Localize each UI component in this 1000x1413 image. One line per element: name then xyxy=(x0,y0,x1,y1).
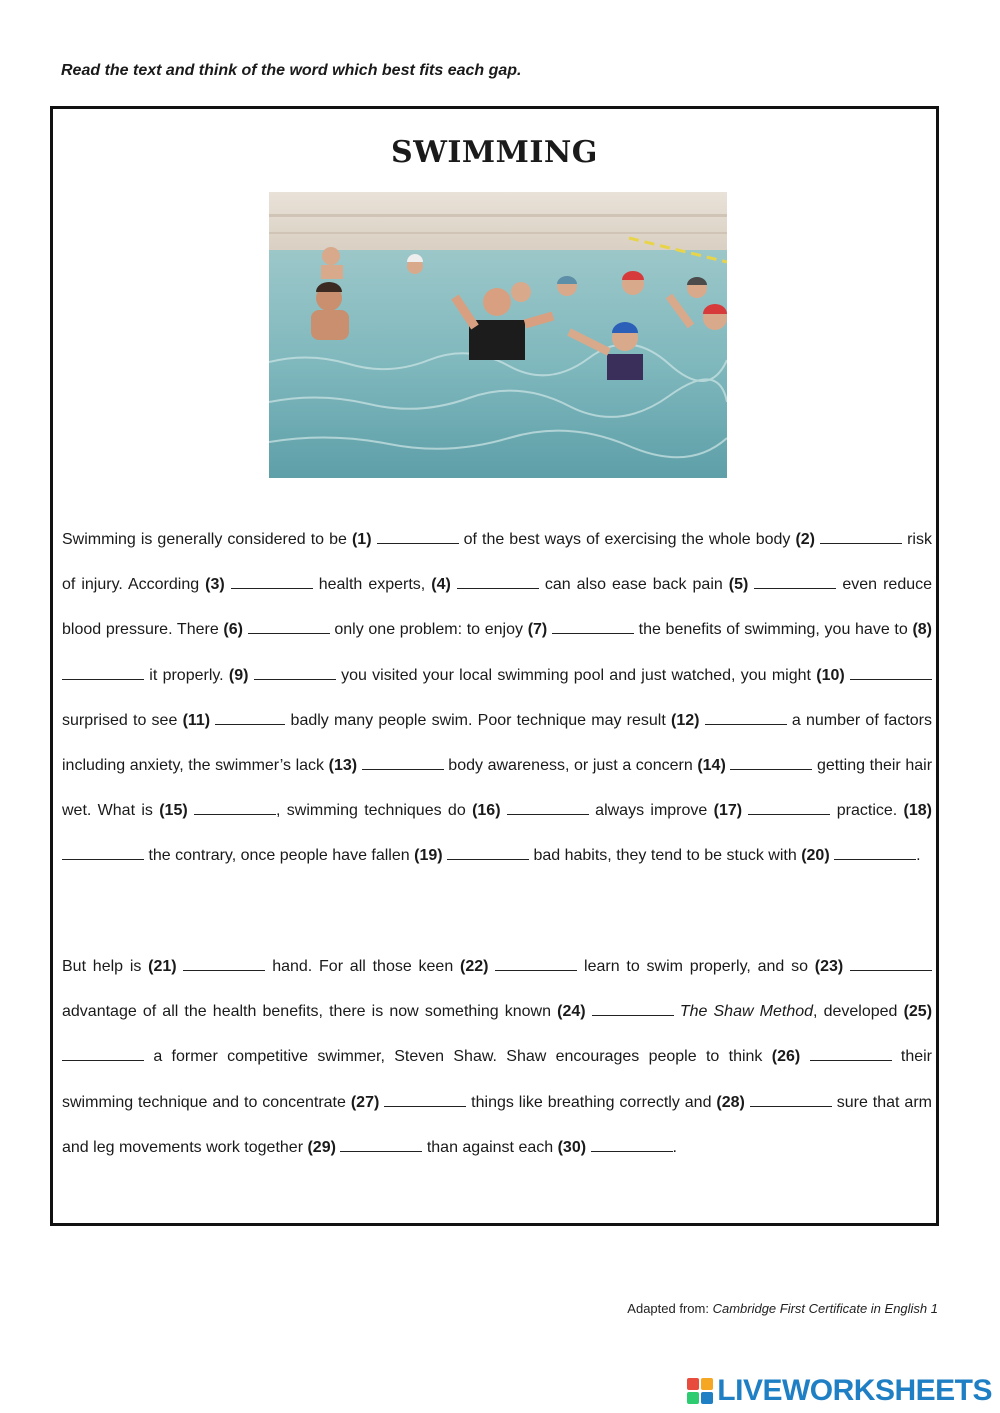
text-run: , developed xyxy=(813,1003,904,1021)
gap-blank-input[interactable] xyxy=(834,845,916,860)
text-run: hand. For all those keen xyxy=(265,958,461,975)
gap-number: (13) xyxy=(328,757,358,775)
gap-blank-input[interactable] xyxy=(340,1137,422,1152)
gap-blank-input[interactable] xyxy=(457,574,539,589)
gap-blank-input[interactable] xyxy=(254,665,336,680)
gap-blank-input[interactable] xyxy=(447,845,529,860)
gap-blank-input[interactable] xyxy=(362,755,444,770)
text-run: body awareness, or just a concern xyxy=(443,757,698,775)
gap-number: (23) xyxy=(814,958,844,975)
gap-number: (19) xyxy=(414,847,443,865)
gap-blank-input[interactable] xyxy=(377,529,459,544)
gap-blank-input[interactable] xyxy=(248,619,330,634)
gap-blank-input[interactable] xyxy=(62,845,144,860)
gap-blank-input[interactable] xyxy=(507,800,589,815)
gap-blank-input[interactable] xyxy=(194,800,276,815)
text-run: it properly. xyxy=(144,666,229,684)
gap-blank-input[interactable] xyxy=(231,574,313,589)
text-run: , swimming techniques do xyxy=(276,802,473,820)
text-run: the contrary, once people have fallen xyxy=(144,847,415,865)
gap-blank-input[interactable] xyxy=(591,1137,673,1152)
gap-number: (28) xyxy=(716,1093,745,1111)
gap-blank-input[interactable] xyxy=(495,956,577,971)
gap-number: (6) xyxy=(223,621,243,639)
gap-number: (10) xyxy=(816,666,845,684)
gap-number: (17) xyxy=(713,802,743,820)
gap-number: (24) xyxy=(557,1003,586,1021)
text-run: things like breathing correctly and xyxy=(466,1093,717,1111)
italic-title: The Shaw Method xyxy=(679,1003,814,1021)
text-run: a number of factors including anxiety, the swimmer’s lack xyxy=(62,711,932,775)
liveworksheets-logo-icon xyxy=(687,1378,713,1404)
brand-name: LIVEWORKSHEETS xyxy=(717,1374,992,1407)
text-run: than against each xyxy=(422,1138,558,1156)
gap-number: (20) xyxy=(801,847,830,865)
gap-number: (30) xyxy=(557,1138,587,1156)
gap-number: (16) xyxy=(472,802,501,820)
gap-number: (22) xyxy=(460,958,489,975)
gap-blank-input[interactable] xyxy=(754,574,836,589)
text-run: health experts, xyxy=(312,576,432,594)
text-run: But help is xyxy=(62,958,149,975)
gap-blank-input[interactable] xyxy=(820,529,902,544)
text-run: a former competitive swimmer, Steven Shaw. Shaw encourages people to think xyxy=(144,1048,772,1066)
exercise-frame xyxy=(50,106,939,1226)
gap-number: (4) xyxy=(431,576,451,594)
text-run: bad habits, they tend to be stuck with xyxy=(529,847,802,865)
text-run: can also ease back pain xyxy=(538,576,729,594)
gap-blank-input[interactable] xyxy=(62,665,144,680)
text-run: the benefits of swimming, you have to xyxy=(633,621,913,639)
text-run: their swimming technique and to concentrate xyxy=(62,1048,932,1111)
text-run: learn to swim properly, and so xyxy=(577,958,815,975)
gap-blank-input[interactable] xyxy=(810,1046,892,1061)
gap-number: (3) xyxy=(205,576,225,594)
gap-number: (8) xyxy=(912,621,933,639)
text-run: you visited your local swimming pool and just watched, you might xyxy=(335,666,817,684)
gap-number: (18) xyxy=(903,802,932,820)
gap-number: (7) xyxy=(527,621,548,639)
text-run: badly many people swim. Poor technique may result xyxy=(285,711,672,729)
paragraph-2 xyxy=(62,944,932,1170)
credit-prefix: Adapted from: xyxy=(627,1301,713,1316)
gap-blank-input[interactable] xyxy=(730,755,812,770)
gap-blank-input[interactable] xyxy=(552,619,634,634)
gap-number: (15) xyxy=(159,802,188,820)
page-title: SWIMMING xyxy=(391,135,598,170)
gap-number: (5) xyxy=(728,576,749,594)
text-run: even reduce blood pressure. There xyxy=(62,576,933,639)
gap-number: (27) xyxy=(350,1093,380,1111)
gap-blank-input[interactable] xyxy=(705,710,787,725)
text-run: sure that arm and leg movements work together xyxy=(62,1093,932,1156)
gap-blank-input[interactable] xyxy=(748,800,830,815)
text-run: always improve xyxy=(588,802,714,820)
gap-number: (11) xyxy=(182,711,211,729)
gap-blank-input[interactable] xyxy=(850,665,932,680)
gap-number: (21) xyxy=(148,958,177,975)
text-run: risk of injury. According xyxy=(62,531,932,594)
liveworksheets-brand[interactable] xyxy=(687,1374,992,1408)
gap-number: (2) xyxy=(795,531,816,548)
gap-number: (9) xyxy=(228,666,249,684)
source-credit xyxy=(627,1301,938,1316)
gap-blank-input[interactable] xyxy=(850,956,932,971)
gap-number: (26) xyxy=(771,1048,801,1066)
paragraph-1 xyxy=(62,517,932,879)
credit-source: Cambridge First Certificate in English 1 xyxy=(712,1301,938,1316)
swimming-illustration xyxy=(269,192,727,478)
gap-blank-input[interactable] xyxy=(62,1046,144,1061)
gap-number: (12) xyxy=(671,711,700,729)
instruction: Read the text and think of the word which best fits each gap. xyxy=(61,62,522,79)
text-run: surprised to see xyxy=(62,711,183,729)
text-run: Swimming is generally considered to be xyxy=(62,531,352,548)
gap-blank-input[interactable] xyxy=(750,1092,832,1107)
gap-number: (25) xyxy=(903,1003,933,1021)
gap-blank-input[interactable] xyxy=(183,956,265,971)
text-run: of the best ways of exercising the whole body xyxy=(458,531,796,548)
gap-number: (29) xyxy=(307,1138,336,1156)
gap-blank-input[interactable] xyxy=(384,1092,466,1107)
gap-blank-input[interactable] xyxy=(592,1001,674,1016)
gap-number: (14) xyxy=(697,757,726,775)
swimming-photo xyxy=(269,192,727,478)
gap-number: (1) xyxy=(351,531,372,548)
text-run: advantage of all the health benefits, there is now something known xyxy=(62,1003,558,1021)
gap-blank-input[interactable] xyxy=(215,710,285,725)
text-run: . xyxy=(916,847,921,865)
text-run: practice. xyxy=(830,802,904,820)
text-run: only one problem: to enjoy xyxy=(329,621,528,639)
text-run: getting their hair wet. What is xyxy=(62,757,933,820)
text-run: . xyxy=(672,1138,677,1156)
